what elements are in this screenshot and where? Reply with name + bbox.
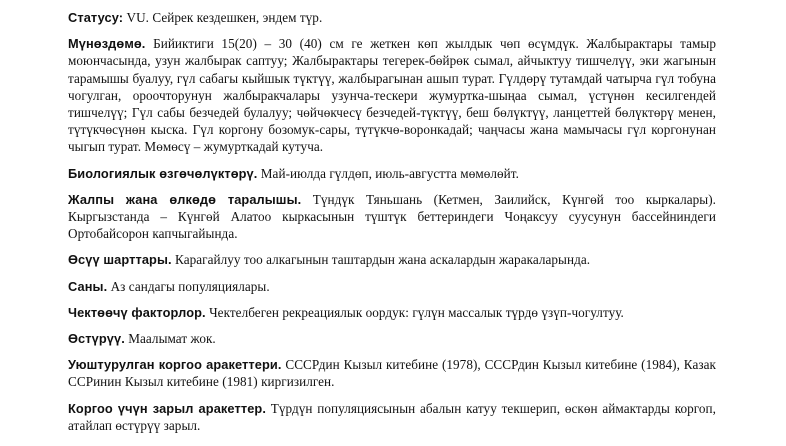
section-text: Маалымат жок.: [128, 331, 216, 347]
section-heading: Өстүрүү.: [68, 331, 125, 347]
section-heading: Коргоо үчүн зарыл аракеттер.: [68, 400, 266, 416]
section-heading: Чектөөчү факторлор.: [68, 304, 206, 320]
section-text: VU. Сейрек кездешкен, эндем түр.: [126, 10, 323, 25]
section-text: Чектелбеген рекреациялык оордук: гүлүн массалык түрдө үзүп-чогултуу.: [209, 304, 624, 320]
section-limiting-factors: [68, 304, 716, 321]
section-heading: Саны.: [68, 278, 108, 294]
section-distribution: [68, 191, 716, 243]
section-required-actions: [68, 400, 716, 434]
section-text: Бийиктиги 15(20) – 30 (40) см ге жеткен көп жылдык чөп өсүмдүк. Жалбырактары тамыр моюнчасында, узун жалбырак саптуу; Жалбырактары тегерек-бөйрөк сымал, айчыктуу тишчелүү, эки жагынын тарамышы буалуу, гүл сабагы кыйшык түктүү, жалбырагынан ашып турат. Гүлдөрү тутамдай чатырча гүл тобуна чогулган, ороочторунун жалбыракчалары узунча-тескери жумуртка-шыңаа сымал, үстүнөн кесилгендей тишчелүү; Гүл сабы безчедей булалуу; чөйчөкчесү безчедей-түктүү, беш бөлүктүү, ланцеттей бөлүктөрү менен, түтүкчөсүнөн кыска. Гүл коргону бозомук-сары, түтүкчө-воронкадай; чаңчасы жана мамычасы гүл коргонунан чыгып турат. Мөмөсү – жумурткадай кутуча.: [68, 36, 716, 155]
section-biology: [68, 165, 716, 182]
section-text: Түндүк Тяньшань (Кетмен, Заилийск, Күнгөй тоо кыркалары). Кыргызстанда – Күнгөй Алатоо кыркасынын түштүк беттериндеги Чоңаксуу суусунун бассейниндеги Ортобайсорон капчыгайында.: [68, 191, 716, 242]
section-habitat: [68, 251, 716, 268]
section-heading: Статусу:: [68, 10, 124, 25]
section-cultivation: [68, 330, 716, 347]
section-heading: Жалпы жана өлкөдө таралышы.: [68, 191, 302, 207]
section-status: [68, 9, 716, 26]
section-text: Карагайлуу тоо алкагынын таштардын жана аскалардын жаракаларында.: [175, 252, 591, 268]
section-protection-measures: [68, 356, 716, 390]
section-text: Май-июлда гүлдөп, июль-августта мөмөлөйт.: [260, 165, 519, 181]
section-description: [68, 35, 716, 155]
section-heading: Мүнөздөмө.: [68, 36, 146, 52]
section-heading: Өсүү шарттары.: [68, 252, 172, 268]
section-text: Түрдүн популяциясынын абалын катуу текшерип, өскөн аймактарды коргоп, атайлап өстүрүү зарыл.: [68, 400, 716, 433]
section-population: [68, 278, 716, 295]
species-description: [68, 9, 716, 443]
section-text: СССРдин Кызыл китебине (1978), СССРдин Кызыл китебине (1984), Казак ССРинин Кызыл китебине (1981) киргизилген.: [68, 357, 716, 390]
section-text: Аз сандагы популяциялары.: [110, 278, 270, 294]
section-heading: Биологиялык өзгөчөлүктөрү.: [68, 165, 258, 181]
section-heading: Уюштурулган коргоо аракеттери.: [68, 357, 282, 373]
